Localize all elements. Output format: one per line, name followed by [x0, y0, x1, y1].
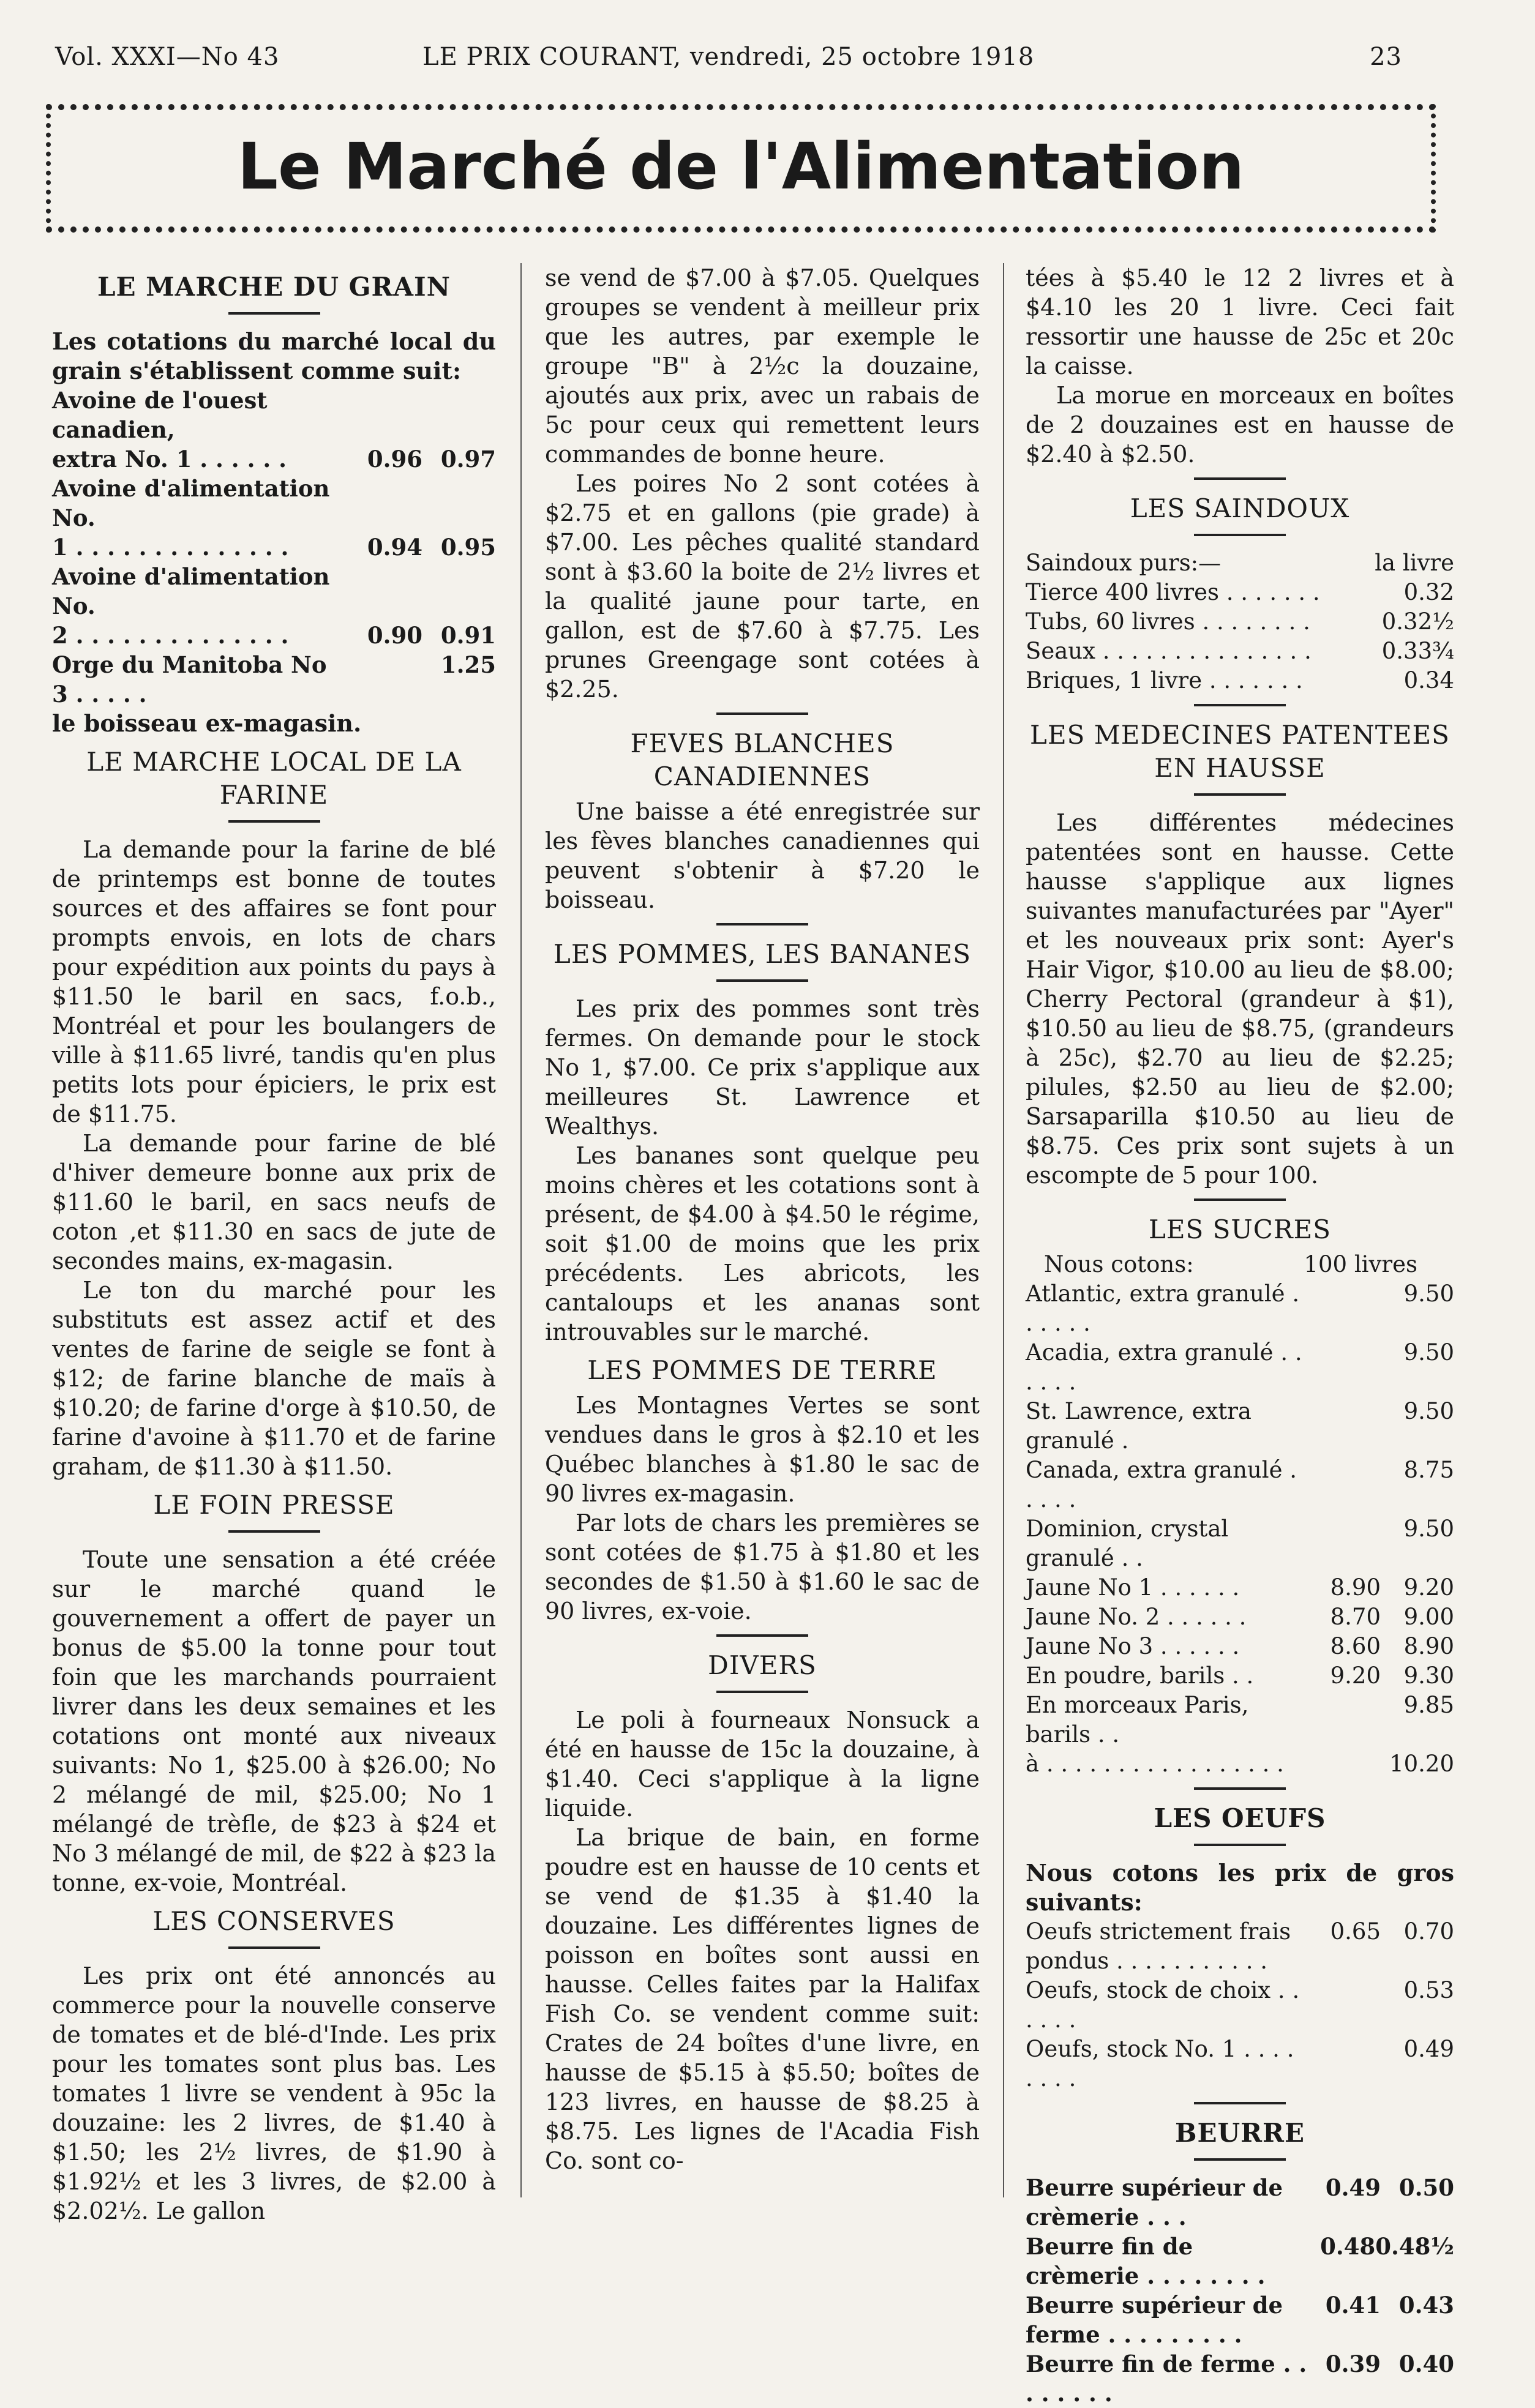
oeufs-intro: Nous cotons les prix de gros suivants: [1026, 1859, 1454, 1916]
price-value: 0.40 [1398, 2350, 1454, 2377]
sucres-unit-row [1026, 1250, 1454, 1279]
price-row-label: Jaune No 3 . . . . . . [1026, 1633, 1240, 1659]
section-rule [716, 712, 808, 715]
price-row [1026, 1602, 1454, 1632]
heading-rule [1194, 2158, 1286, 2161]
poires-paragraph: Les poires No 2 sont cotées à $2.75 et en gallons (pie grade) à $7.00. Les pêches qualité standard sont à $3.60 la boite de 2½ livres et la qualité jaune pour tarte, en gallon, est de $7.60 à $7.75. Les prunes Greengage sont cotées à $2.25. [545, 470, 980, 703]
price-value: 9.50 [1403, 1516, 1454, 1542]
price-row [1026, 1573, 1454, 1602]
price-value [1307, 1397, 1381, 1456]
section-rule [1194, 1787, 1286, 1790]
heading-rule [1194, 793, 1286, 796]
price-row [1026, 1917, 1454, 1976]
column-2 [545, 263, 980, 2175]
price-value [422, 474, 496, 533]
farine-paragraph: La demande pour farine de blé d'hiver demeure bonne aux prix de $11.60 le baril, en sacs neufs de coton ,et $11.30 en sacs de jute de secondes mains, ex-magasin. [52, 1130, 496, 1274]
price-row [52, 386, 496, 444]
heading-rule [228, 1946, 320, 1949]
heading-rule [228, 820, 320, 823]
volume-number: Vol. XXXI—No 43 [55, 43, 280, 71]
price-row-label: Jaune No. 2 . . . . . . [1026, 1604, 1247, 1630]
section-rule [1194, 704, 1286, 706]
conserves-paragraph: Les prix ont été annoncés au commerce pour la nouvelle conserve de tomates et de blé-d'Inde. Les prix pour les tomates sont plus bas. Les tomates 1 livre se vendent à 95c la douzaine: les 2 livres, de $1.40 à $1.50; les 2½ livres, de $1.90 à $1.92½ et les 3 livres, de $2.00 à $2.02½. Le gallon [52, 1962, 496, 2224]
terre-paragraph: Par lots de chars les premières se sont cotées de $1.75 à $1.80 et les secondes de $1.50 à $1.60 le sac de 90 livres, ex-voie. [545, 1509, 980, 1625]
price-value: 0.94 [367, 534, 422, 561]
divers-heading: DIVERS [708, 1650, 817, 1680]
price-value: 0.65 [1330, 1918, 1381, 1945]
price-row-label: Beurre fin de crèmerie . . . . . . . . [1026, 2233, 1266, 2289]
farine-paragraph: Le ton du marché pour les substituts est assez actif et des ventes de farine de seigle se font à $12; de farine blanche de maïs à $10.20; de farine d'orge à $10.50, de farine d'avoine à $11.70 et de farine graham, de $11.30 à $11.50. [52, 1277, 496, 1480]
price-value [1307, 2035, 1381, 2093]
price-row [1026, 2232, 1454, 2290]
price-value [422, 386, 496, 444]
saindoux-unit-row [1026, 548, 1454, 578]
heading-rule [1194, 1844, 1286, 1846]
price-row [52, 533, 496, 562]
price-value: 8.90 [1403, 1633, 1454, 1659]
price-row-label: Jaune No 1 . . . . . . [1026, 1574, 1240, 1601]
price-value [349, 474, 422, 533]
price-value: 8.70 [1330, 1604, 1381, 1630]
price-value: 0.49 [1403, 2036, 1454, 2062]
price-row [1026, 607, 1454, 637]
price-row-label: En poudre, barils . . [1026, 1662, 1254, 1689]
section-rule [1194, 477, 1286, 480]
price-value: 0.33¾ [1381, 638, 1454, 664]
price-row-label: extra No. 1 . . . . . . [52, 446, 287, 473]
price-row-label: Canada, extra granulé . . . . . [1026, 1457, 1297, 1512]
price-value [349, 562, 422, 621]
section-title: Le Marché de l'Alimentation [237, 129, 1245, 204]
price-value [1307, 1279, 1381, 1338]
beurre-price-table [1026, 2173, 1454, 2408]
running-header [55, 43, 1402, 80]
price-row [1026, 1338, 1454, 1397]
foin-paragraph: Toute une sensation a été créée sur le marché quand le gouvernement a offert de payer un bonus de $5.00 la tonne pour tout foin que les marchands pourraient livrer dans les deux semaines et les cotations ont monté aux niveaux suivants: No 1, $25.00 à $26.00; No 2 mélangé de mil, $25.00; No 1 mélangé de trèfle, de $23 à $24 et No 3 mélangé de mil, de $22 à $23 la tonne, ex-voie, Montréal. [52, 1546, 496, 1896]
terre-paragraph: Les Montagnes Vertes se sont vendues dans le gros à $2.10 et les Québec blanches à $1.80 le sac de 90 livres ex-magasin. [545, 1392, 980, 1507]
pommes-paragraph: Les prix des pommes sont très fermes. On demande pour le stock No 1, $7.00. Ce prix s'applique aux meilleures St. Lawrence et Wealthys. [545, 995, 980, 1140]
price-value: 0.95 [440, 534, 496, 561]
price-row [1026, 1661, 1454, 1691]
price-value: 9.85 [1403, 1692, 1454, 1718]
price-row-label: Dominion, crystal granulé . . [1026, 1516, 1229, 1571]
price-value: 0.91 [440, 622, 496, 649]
feves-heading: FEVES BLANCHES CANADIENNES [630, 728, 895, 791]
price-row-label: Avoine de l'ouest canadien, [52, 387, 268, 443]
heading-rule [1194, 534, 1286, 536]
price-row-label: à . . . . . . . . . . . . . . . . . [1026, 1751, 1284, 1777]
sucres-heading: LES SUCRES [1148, 1214, 1332, 1244]
publication-line: LE PRIX COURANT, vendredi, 25 octobre 1918 [422, 43, 1035, 71]
price-value [1307, 1749, 1381, 1779]
pommes-heading: LES POMMES, LES BANANES [553, 939, 972, 969]
price-value [1307, 1456, 1381, 1514]
bananes-paragraph: Les bananes sont quelque peu moins chères et les cotations sont à présent, de $4.00 à $4.50 le régime, soit $1.00 de moins que les prix précédents. Les abricots, les cantaloups et les ananas sont introuvables sur le marché. [545, 1142, 980, 1345]
price-row [52, 650, 496, 709]
price-row [52, 474, 496, 533]
price-value: 1.25 [440, 651, 496, 678]
price-row [1026, 666, 1454, 695]
price-value: 0.53 [1403, 1977, 1454, 2003]
price-row [1026, 1514, 1454, 1573]
grain-intro: Les cotations du marché local du grain s'établissent comme suit: [52, 327, 496, 384]
unit-label: Saindoux purs:— [1026, 550, 1222, 576]
heading-rule [228, 1530, 320, 1533]
column-divider [520, 263, 522, 2197]
price-row-label: Orge du Manitoba No 3 . . . . . [52, 651, 327, 708]
price-value [349, 386, 422, 444]
price-row [52, 621, 496, 650]
price-row [1026, 1749, 1454, 1779]
farine-paragraph: La demande pour la farine de blé de printemps est bonne de toutes sources et des affaires se font pour prompts envois, en lots de chars pour expédition aux points du pays à $11.50 le baril en sacs, f.o.b., Montréal et pour les boulangers de ville à $11.65 livré, tandis qu'en plus petits lots pour épiciers, le prix est de $11.75. [52, 836, 496, 1127]
price-row [1026, 2290, 1454, 2349]
price-value: 0.39 [1325, 2350, 1381, 2377]
sucres-price-table [1026, 1279, 1454, 1779]
price-value: 0.49 [1325, 2174, 1381, 2201]
price-value: 0.96 [367, 446, 422, 473]
price-value: 9.20 [1330, 1662, 1381, 1689]
grain-price-table [52, 386, 496, 709]
price-value [1307, 1514, 1381, 1573]
unit-label: la livre [1375, 550, 1454, 576]
section-rule [716, 1634, 808, 1637]
saindoux-heading: LES SAINDOUX [1130, 493, 1350, 523]
price-value: 0.34 [1403, 667, 1454, 694]
medecines-paragraph: Les différentes médecines patentées sont en hausse. Cette hausse s'applique aux lignes suivantes manufacturées par "Ayer" et les nouveaux prix sont: Ayer's Hair Vigor, $10.00 au lieu de $8.00; Cherry Pectoral (grandeur à $1), $10.50 au lieu de $8.75, (grandeurs à 25c), $2.70 au lieu de $2.25; pilules, $2.50 au lieu de $2.00; Sarsaparilla $10.50 au lieu de $8.75. Ces prix sont sujets à un escompte de 5 pour 100. [1026, 809, 1454, 1189]
price-row [1026, 1456, 1454, 1514]
price-value: 0.90 [367, 622, 422, 649]
price-row-label: St. Lawrence, extra granulé . [1026, 1398, 1252, 1454]
column-3 [1026, 263, 1454, 2408]
price-value: 0.41 [1325, 2292, 1381, 2319]
price-value: 0.50 [1398, 2174, 1454, 2201]
price-value: 9.30 [1403, 1662, 1454, 1689]
price-value [1307, 1976, 1381, 2035]
section-banner [46, 104, 1436, 233]
price-value: 9.50 [1403, 1281, 1454, 1307]
price-row [1026, 1397, 1454, 1456]
price-value [422, 562, 496, 621]
price-row [52, 444, 496, 474]
price-row-label: Avoine d'alimentation No. [52, 563, 330, 619]
beurre-heading: BEURRE [1175, 2118, 1305, 2148]
price-value: 8.75 [1403, 1457, 1454, 1483]
conserves-heading: LES CONSERVES [152, 1906, 396, 1936]
heading-rule [716, 979, 808, 982]
price-row-label: Oeufs, stock de choix . . . . . . [1026, 1977, 1300, 2033]
price-row [1026, 2349, 1454, 2408]
divers-continued: tées à $5.40 le 12 2 livres et à $4.10 les 20 1 livre. Ceci fait ressortir une hausse de 25c et 20c la caisse. [1026, 264, 1454, 380]
saindoux-price-table [1026, 578, 1454, 695]
price-value: 0.97 [440, 446, 496, 473]
price-row [52, 562, 496, 621]
price-row-label: Acadia, extra granulé . . . . . . [1026, 1339, 1302, 1395]
price-value: 0.43 [1398, 2292, 1454, 2319]
terre-heading: LES POMMES DE TERRE [587, 1355, 937, 1385]
price-row [1026, 1632, 1454, 1661]
section-rule [1194, 2102, 1286, 2104]
feves-paragraph: Une baisse a été enregistrée sur les fèves blanches canadiennes qui peuvent s'obtenir à $7.20 le boisseau. [545, 798, 980, 913]
price-row-label: Tierce 400 livres . . . . . . . [1026, 579, 1320, 605]
price-value: 9.20 [1403, 1574, 1454, 1601]
heading-rule [716, 1691, 808, 1693]
section-rule [1194, 1198, 1286, 1201]
price-row [1026, 1976, 1454, 2035]
divers-paragraph: Le poli à fourneaux Nonsuck a été en hausse de 15c la douzaine, à $1.40. Ceci s'applique à la ligne liquide. [545, 1707, 980, 1822]
price-row-label: Avoine d'alimentation No. [52, 475, 330, 531]
price-value: 9.50 [1403, 1339, 1454, 1366]
medecines-heading: LES MEDECINES PATENTEES EN HAUSSE [1030, 720, 1450, 783]
divers-paragraph: La brique de bain, en forme poudre est en hausse de 10 cents et se vend de $1.35 à $1.40 la douzaine. Les différentes lignes de poisson en boîtes sont aussi en hausse. Celles faites par la Halifax Fish Co. se vendent comme suit: Crates de 24 boîtes d'une livre, en hausse de $5.15 à $5.50; boîtes de 123 livres, en hausse de $8.25 à $8.75. Les lignes de l'Acadia Fish Co. sont co- [545, 1824, 980, 2174]
price-row-label: Oeufs, stock No. 1 . . . . . . . . [1026, 2036, 1294, 2092]
price-row-label: Tubs, 60 livres . . . . . . . . [1026, 608, 1310, 635]
price-value: 8.90 [1330, 1574, 1381, 1601]
price-value: 9.50 [1403, 1398, 1454, 1424]
price-row [1026, 2173, 1454, 2232]
price-row [1026, 578, 1454, 607]
price-value [349, 650, 422, 709]
column-divider [1003, 263, 1004, 2197]
price-value: 0.32½ [1381, 608, 1454, 635]
price-row-label: Seaux . . . . . . . . . . . . . . . [1026, 638, 1312, 664]
price-row [1026, 1279, 1454, 1338]
price-row-label: Beurre supérieur de crèmerie . . . [1026, 2174, 1283, 2230]
column-1 [52, 263, 496, 2226]
heading-rule [228, 312, 320, 315]
grain-heading: LE MARCHE DU GRAIN [97, 272, 451, 302]
price-row-label: Beurre supérieur de ferme . . . . . . . . . [1026, 2292, 1283, 2348]
unit-label: 100 livres [1304, 1251, 1417, 1277]
oeufs-heading: LES OEUFS [1154, 1803, 1326, 1833]
price-value [1307, 1338, 1381, 1397]
price-row [1026, 637, 1454, 666]
grain-footer: le boisseau ex-magasin. [52, 709, 362, 737]
price-row-label: 2 . . . . . . . . . . . . . . [52, 622, 289, 649]
price-value: 0.32 [1403, 579, 1454, 605]
price-row-label: En morceaux Paris, barils . . [1026, 1692, 1249, 1748]
price-value: 0.48½ [1375, 2233, 1454, 2260]
oeufs-price-table [1026, 1917, 1454, 2093]
price-value [1307, 1691, 1381, 1749]
price-value: 8.60 [1330, 1633, 1381, 1659]
conserves-continued: se vend de $7.00 à $7.05. Quelques groupes se vendent à meilleur prix que les autres, par exemple le groupe "B" à 2½c la douzaine, ajoutés aux prix, avec un rabais de 5c pour ceux qui remettent leurs commandes de bonne heure. [545, 264, 980, 468]
page-number: 23 [1370, 43, 1402, 71]
price-row-label: Atlantic, extra granulé . . . . . . [1026, 1281, 1300, 1336]
price-value: 0.70 [1403, 1918, 1454, 1945]
price-value: 0.48 [1320, 2233, 1376, 2260]
price-row [1026, 1691, 1454, 1749]
price-value: 9.00 [1403, 1604, 1454, 1630]
price-row [1026, 2035, 1454, 2093]
farine-heading: LE MARCHE LOCAL DE LA FARINE [86, 747, 462, 810]
price-row-label: Oeufs strictement frais pondus . . . . . . . . . . . [1026, 1918, 1291, 1974]
price-row-label: Beurre fin de ferme . . . . . . . . [1026, 2350, 1307, 2407]
price-row-label: 1 . . . . . . . . . . . . . . [52, 534, 289, 561]
section-rule [716, 923, 808, 925]
price-row-label: Briques, 1 livre . . . . . . . [1026, 667, 1303, 694]
price-value: 10.20 [1389, 1751, 1454, 1777]
morue-paragraph: La morue en morceaux en boîtes de 2 douzaines est en hausse de $2.40 à $2.50. [1026, 382, 1454, 468]
unit-label: Nous cotons: [1044, 1251, 1194, 1277]
foin-heading: LE FOIN PRESSE [153, 1490, 395, 1520]
